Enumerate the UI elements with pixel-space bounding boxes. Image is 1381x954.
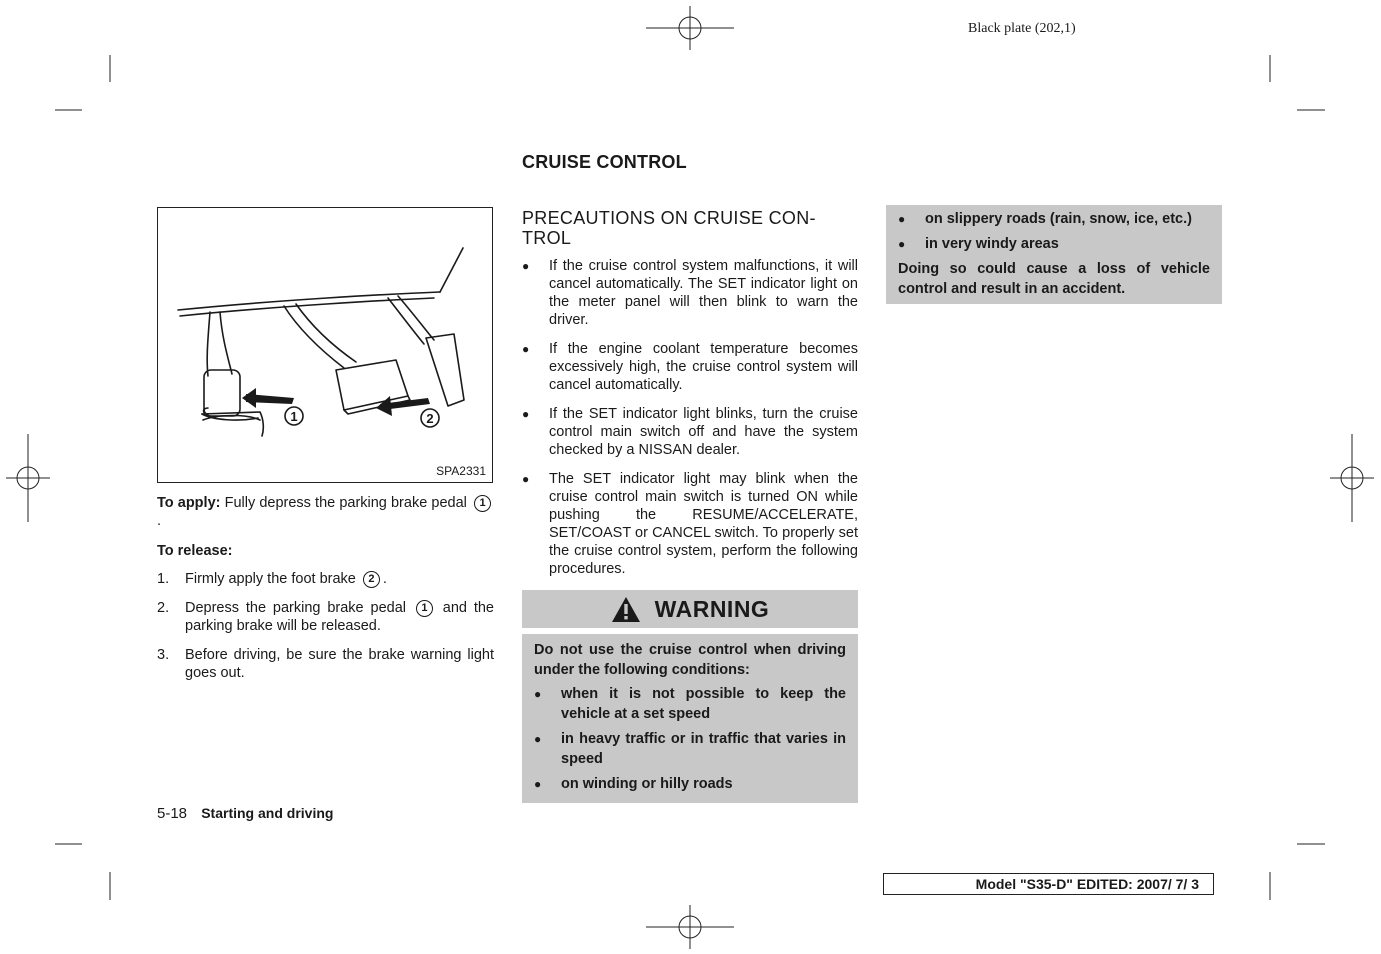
list-item — [522, 340, 858, 394]
plate-label: Black plate (202,1) — [968, 21, 1076, 36]
apply-paragraph — [157, 494, 494, 530]
apply-text: Fully depress the parking brake pedal — [224, 495, 467, 511]
release-heading: To release: — [157, 543, 233, 559]
warning-list-continued — [898, 209, 1210, 254]
callout-2 — [421, 409, 439, 427]
model-edited-box: Model "S35-D" EDITED: 2007/ 7/ 3 — [883, 873, 1214, 895]
bullet-icon: ● — [898, 237, 906, 251]
section-title: CRUISE CONTROL — [522, 152, 687, 172]
warning-body — [522, 634, 858, 803]
bullet-icon: ● — [522, 407, 530, 421]
callout-1 — [285, 407, 303, 425]
figure-code: SPA2331 — [436, 464, 486, 478]
list-item-text: The SET indicator light may blink when the cruise control main switch is turned ON while pushing the RESUME/ACCELERATE, SET/COAST or CANCEL switch. To properly set the cruise control system, perform the following procedures. — [549, 471, 858, 577]
apply-end: . — [157, 513, 162, 529]
list-item-text: on slippery roads (rain, snow, ice, etc.) — [925, 211, 1192, 227]
bullet-icon: ● — [522, 472, 530, 486]
precautions-title — [522, 208, 842, 248]
list-item-text: on winding or hilly roads — [561, 776, 733, 792]
parking-brake-instructions — [157, 494, 494, 693]
precautions-title-line1: PRECAUTIONS ON CRUISE CON- — [522, 208, 816, 228]
list-item — [534, 684, 846, 724]
precautions-title-line2: TROL — [522, 228, 572, 248]
release-step — [157, 646, 494, 682]
list-item — [898, 209, 1210, 229]
warning-label: WARNING — [654, 595, 770, 622]
page-footer — [157, 805, 333, 822]
pedal-figure — [157, 207, 493, 483]
bullet-icon: ● — [522, 342, 530, 356]
callout-1-label: 1 — [290, 409, 298, 424]
warning-list — [534, 684, 846, 794]
step-ref: 2 — [363, 571, 380, 588]
step-text-end: and the parking brake will be released. — [185, 600, 494, 634]
warning-continued — [886, 205, 1222, 304]
step-text: Firmly apply the foot brake — [185, 571, 356, 587]
warning-intro: Do not use the cruise control when driving under the following conditions: — [534, 642, 846, 678]
release-step — [157, 599, 494, 635]
step-text: Depress the parking brake pedal — [185, 600, 406, 616]
pedal-illustration — [158, 208, 492, 482]
step-text: Before driving, be sure the brake warning light goes out. — [185, 647, 494, 681]
list-item-text: when it is not possible to keep the vehicle at a set speed — [561, 686, 846, 722]
step-number: 2. — [157, 600, 170, 616]
step-text-end: . — [382, 571, 387, 587]
step-number: 1. — [157, 571, 170, 587]
list-item — [522, 405, 858, 459]
list-item-text: If the cruise control system malfunctions, it will cancel automatically. The SET indicator light on the meter panel will then blink to warn the driver. — [549, 258, 858, 328]
list-item — [534, 774, 846, 794]
page-number: 5-18 — [157, 805, 188, 822]
list-item — [534, 729, 846, 769]
apply-label: To apply: — [157, 495, 221, 511]
precautions-list — [522, 257, 858, 589]
list-item-text: If the engine coolant temperature becomes excessively high, the cruise control system will cancel automatically. — [549, 341, 858, 393]
list-item-text: If the SET indicator light blinks, turn the cruise control main switch off and have the system checked by a NISSAN dealer. — [549, 406, 858, 458]
bullet-icon: ● — [534, 777, 542, 791]
bullet-icon: ● — [522, 259, 530, 273]
step-ref: 1 — [416, 600, 433, 617]
warning-closing: Doing so could cause a loss of vehicle control and result in an accident. — [898, 261, 1210, 297]
list-item — [522, 257, 858, 329]
release-steps — [157, 570, 494, 682]
callout-2-label: 2 — [426, 411, 434, 426]
list-item-text: in heavy traffic or in traffic that varies in speed — [561, 731, 846, 767]
apply-ref: 1 — [474, 495, 491, 512]
warning-triangle-icon — [611, 596, 641, 623]
bullet-icon: ● — [534, 687, 542, 701]
list-item-text: in very windy areas — [925, 236, 1059, 252]
release-step — [157, 570, 494, 588]
list-item — [522, 470, 858, 578]
bullet-icon: ● — [898, 212, 906, 226]
list-item — [898, 234, 1210, 254]
warning-header — [522, 590, 858, 628]
bullet-icon: ● — [534, 732, 542, 746]
footer-section: Starting and driving — [201, 805, 334, 821]
step-number: 3. — [157, 647, 170, 663]
